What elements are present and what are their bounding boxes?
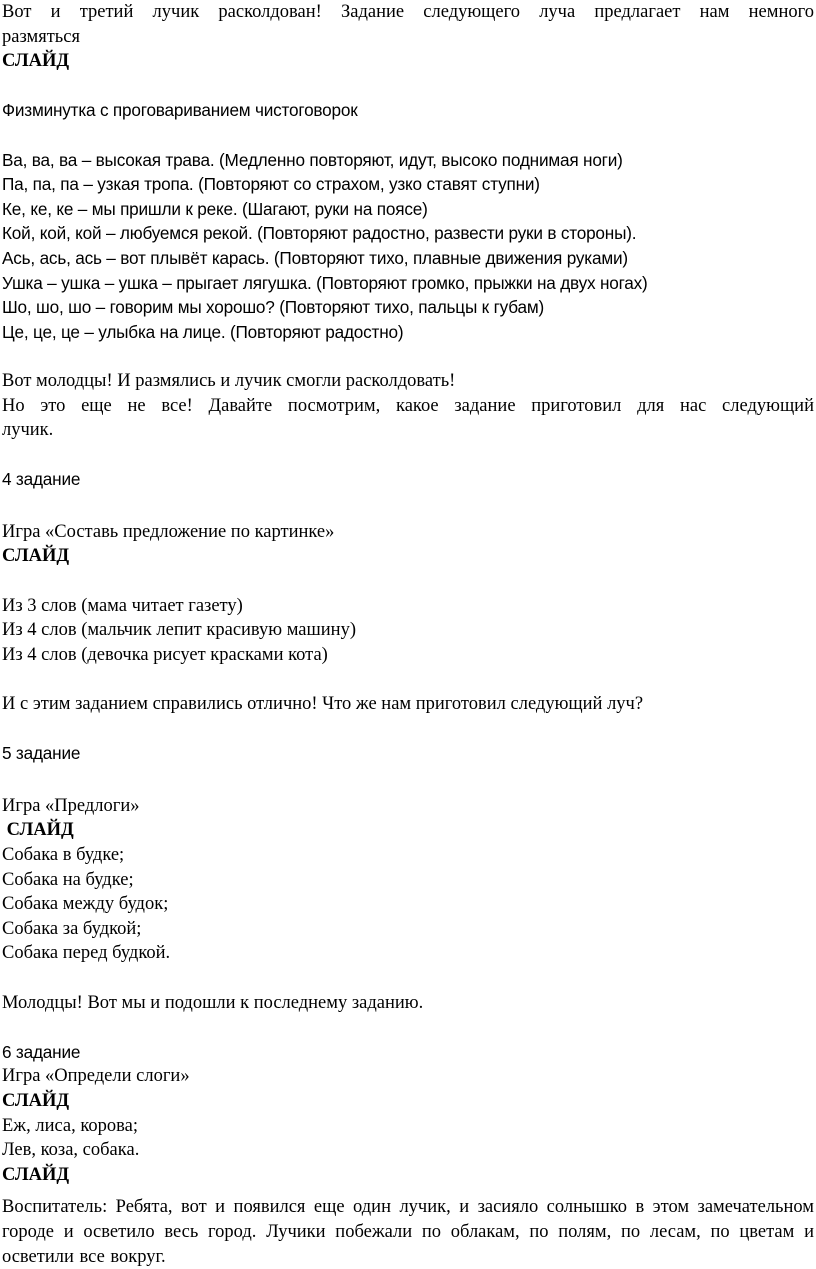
task-4-game-title: Игра «Составь предложение по картинке» xyxy=(2,521,335,542)
task-5-game-title: Игра «Предлоги» xyxy=(2,795,140,816)
chant-line-5: Ась, ась, ась – вот плывёт карась. (Повторяют тихо, плавные движения руками) xyxy=(2,247,628,268)
spacer xyxy=(2,717,814,742)
slide-marker-4: СЛАЙД xyxy=(2,1090,70,1111)
spacer xyxy=(2,1187,814,1195)
task-5-item-2: Собака на будке; xyxy=(2,869,134,890)
spacer xyxy=(2,766,814,794)
document-page xyxy=(2,0,814,1269)
task-4-heading: 4 задание xyxy=(2,469,81,490)
intro-line-1: Вот и третий лучик расколдован! Задание следующего луча предлагает нам немного xyxy=(2,2,814,22)
chant-line-4: Кой, кой, кой – любуемся рекой. (Повторяют радостно, развести руки в стороны). xyxy=(2,223,637,244)
chant-line-2: Па, па, па – узкая тропа. (Повторяют со страхом, узко ставят ступни) xyxy=(2,174,540,195)
task-5-item-1: Собака в будке; xyxy=(2,845,125,865)
chant-line-8: Це, це, це – улыбка на лице. (Повторяют радостно) xyxy=(2,321,404,342)
task-6-heading: 6 задание xyxy=(2,1041,81,1062)
task-5-item-3: Собака между будок; xyxy=(2,894,169,915)
task-5-after: Молодцы! Вот мы и подошли к последнему заданию. xyxy=(2,992,424,1013)
task-6-game-title: Игра «Определи слоги» xyxy=(2,1066,190,1087)
chant-line-7: Шо, шо, шо – говорим мы хорошо? (Повторяют тихо, пальцы к губам) xyxy=(2,297,544,318)
final-paragraph: Воспитатель: Ребята, вот и появился еще один лучик, и засияло солнышко в этом замечательном городе и осветило весь город. Лучики побежали по облакам, по полям, по лесам, по цветам и осветили все вокруг. xyxy=(2,1197,814,1267)
spacer xyxy=(2,443,814,468)
task-5-heading: 5 задание xyxy=(2,743,81,764)
slide-marker-3: СЛАЙД xyxy=(2,820,74,841)
intro-line-2: размяться xyxy=(2,26,80,47)
spacer xyxy=(2,1015,814,1040)
slide-marker-5: СЛАЙД xyxy=(2,1164,70,1185)
task-6-item-2: Лев, коза, собака. xyxy=(2,1140,140,1161)
task-4-item-3: Из 4 слов (девочка рисует красками кота) xyxy=(2,644,328,665)
slide-marker-1: СЛАЙД xyxy=(2,51,70,72)
spacer xyxy=(2,344,814,369)
chant-line-3: Ке, ке, ке – мы пришли к реке. (Шагают, руки на поясе) xyxy=(2,198,428,219)
task-6-item-1: Еж, лиса, корова; xyxy=(2,1115,139,1136)
spacer xyxy=(2,492,814,520)
task-4-item-1: Из 3 слов (мама читает газету) xyxy=(2,595,243,616)
spacer xyxy=(2,74,814,99)
chant-line-6: Ушка – ушка – ушка – прыгает лягушка. (Повторяют громко, прыжки на двух ногах) xyxy=(2,272,648,293)
praise-line-2: Но это еще не все! Давайте посмотрим, какое задание приготовил для нас следующий xyxy=(2,395,814,416)
spacer xyxy=(2,123,814,148)
spacer xyxy=(2,667,814,692)
task-4-item-2: Из 4 слов (мальчик лепит красивую машину) xyxy=(2,620,356,641)
fizminutka-title: Физминутка с проговариванием чистоговорок xyxy=(2,100,358,121)
chant-line-1: Ва, ва, ва – высокая трава. (Медленно повторяют, идут, высоко поднимая ноги) xyxy=(2,149,623,170)
praise-line-3: лучик. xyxy=(2,420,54,441)
task-5-item-4: Собака за будкой; xyxy=(2,918,142,939)
praise-line-1: Вот молодцы! И размялись и лучик смогли расколдовать! xyxy=(2,370,456,391)
slide-marker-2: СЛАЙД xyxy=(2,546,70,567)
task-5-item-5: Собака перед будкой. xyxy=(2,943,171,964)
spacer xyxy=(2,966,814,991)
task-4-after: И с этим заданием справились отлично! Что же нам приготовил следующий луч? xyxy=(2,694,644,715)
spacer xyxy=(2,569,814,594)
